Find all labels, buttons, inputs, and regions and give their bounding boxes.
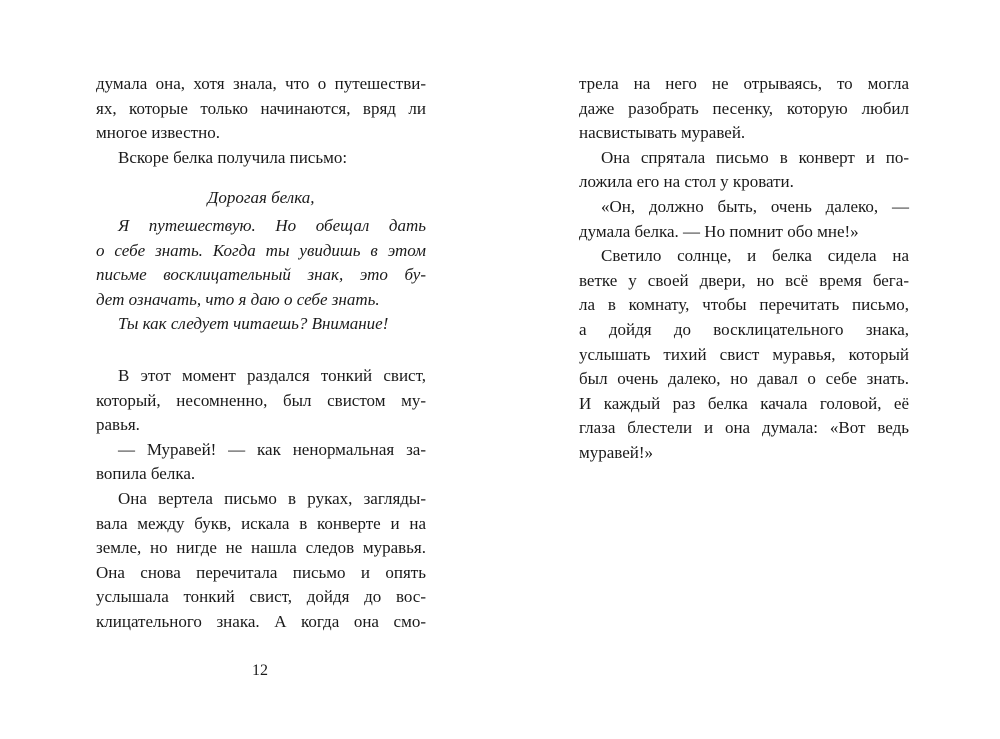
right-paragraphs (579, 72, 909, 466)
text-line: был очень далеко, но давал о себе знать. (579, 369, 909, 389)
text-line: И каждый раз белка качала головой, её (579, 393, 909, 413)
text-line: Она вертела письмо в руках, загляды- (118, 488, 426, 508)
text-line: услышала тонкий свист, дойдя до вос- (96, 587, 426, 607)
text-line: ложила его на стол у кровати. (579, 172, 794, 192)
left-page-text (96, 72, 426, 634)
text-line: о себе знать. Когда ты увидишь в этом (96, 240, 426, 260)
text-line: «Он, должно быть, очень далеко, — (601, 196, 909, 216)
left-top-paragraphs (96, 72, 426, 170)
text-line: клицательного знака. А когда она смо- (96, 611, 426, 631)
text-line: земле, но нигде не нашла следов муравья. (96, 538, 426, 558)
text-line: думала она, хотя знала, что о путешестви- (96, 74, 426, 93)
text-line: Я путешествую. Но обещал дать (118, 215, 426, 235)
letter-body (96, 214, 426, 337)
text-line: Светило солнце, и белка сидела на (601, 246, 909, 266)
text-line: услышать тихий свист муравья, который (579, 344, 909, 364)
letter-salutation: Дорогая белка, (207, 188, 315, 208)
text-line: муравей!» (579, 442, 654, 462)
page-number: 12 (252, 662, 268, 679)
left-bottom-paragraphs (96, 364, 426, 635)
text-line: письме восклицательный знак, это бу- (96, 265, 426, 285)
text-line: Ты как следует читаешь? Внимание! (118, 314, 389, 334)
text-line: даже разобрать песенку, которую любил (579, 98, 909, 118)
text-line: вала между букв, искала в конверте и на (96, 513, 426, 533)
text-line: глаза блестели и она думала: «Вот ведь (579, 418, 909, 438)
text-line: думала белка. — Но помнит обо мне!» (579, 221, 859, 241)
text-line: ях, которые только начинаются, вряд ли (96, 98, 426, 118)
text-line: — Муравей! — как ненормальная за- (118, 439, 426, 459)
text-line: Она спрятала письмо в конверт и по- (601, 147, 909, 167)
text-line: Она снова перечитала письмо и опять (96, 562, 426, 582)
text-line: Вскоре белка получила письмо: (118, 147, 348, 167)
text-line: а дойдя до восклицательного знака, (579, 319, 909, 339)
paragraph-gap (96, 337, 426, 364)
text-line: В этот момент раздался тонкий свист, (118, 365, 426, 385)
text-line: который, несомненно, был свистом му- (96, 390, 426, 410)
right-page-text (579, 72, 909, 466)
text-line: вопила белка. (96, 464, 196, 484)
text-line: ветке у своей двери, но всё время бега- (579, 270, 909, 290)
text-line: насвистывать муравей. (579, 123, 746, 143)
text-line: дет означать, что я даю о себе знать. (96, 289, 380, 309)
text-line: трела на него не отрываясь, то могла (579, 74, 909, 93)
text-line: многое известно. (96, 123, 220, 143)
text-line: равья. (96, 415, 140, 435)
text-line: ла в комнату, чтобы перечитать письмо, (579, 295, 909, 315)
